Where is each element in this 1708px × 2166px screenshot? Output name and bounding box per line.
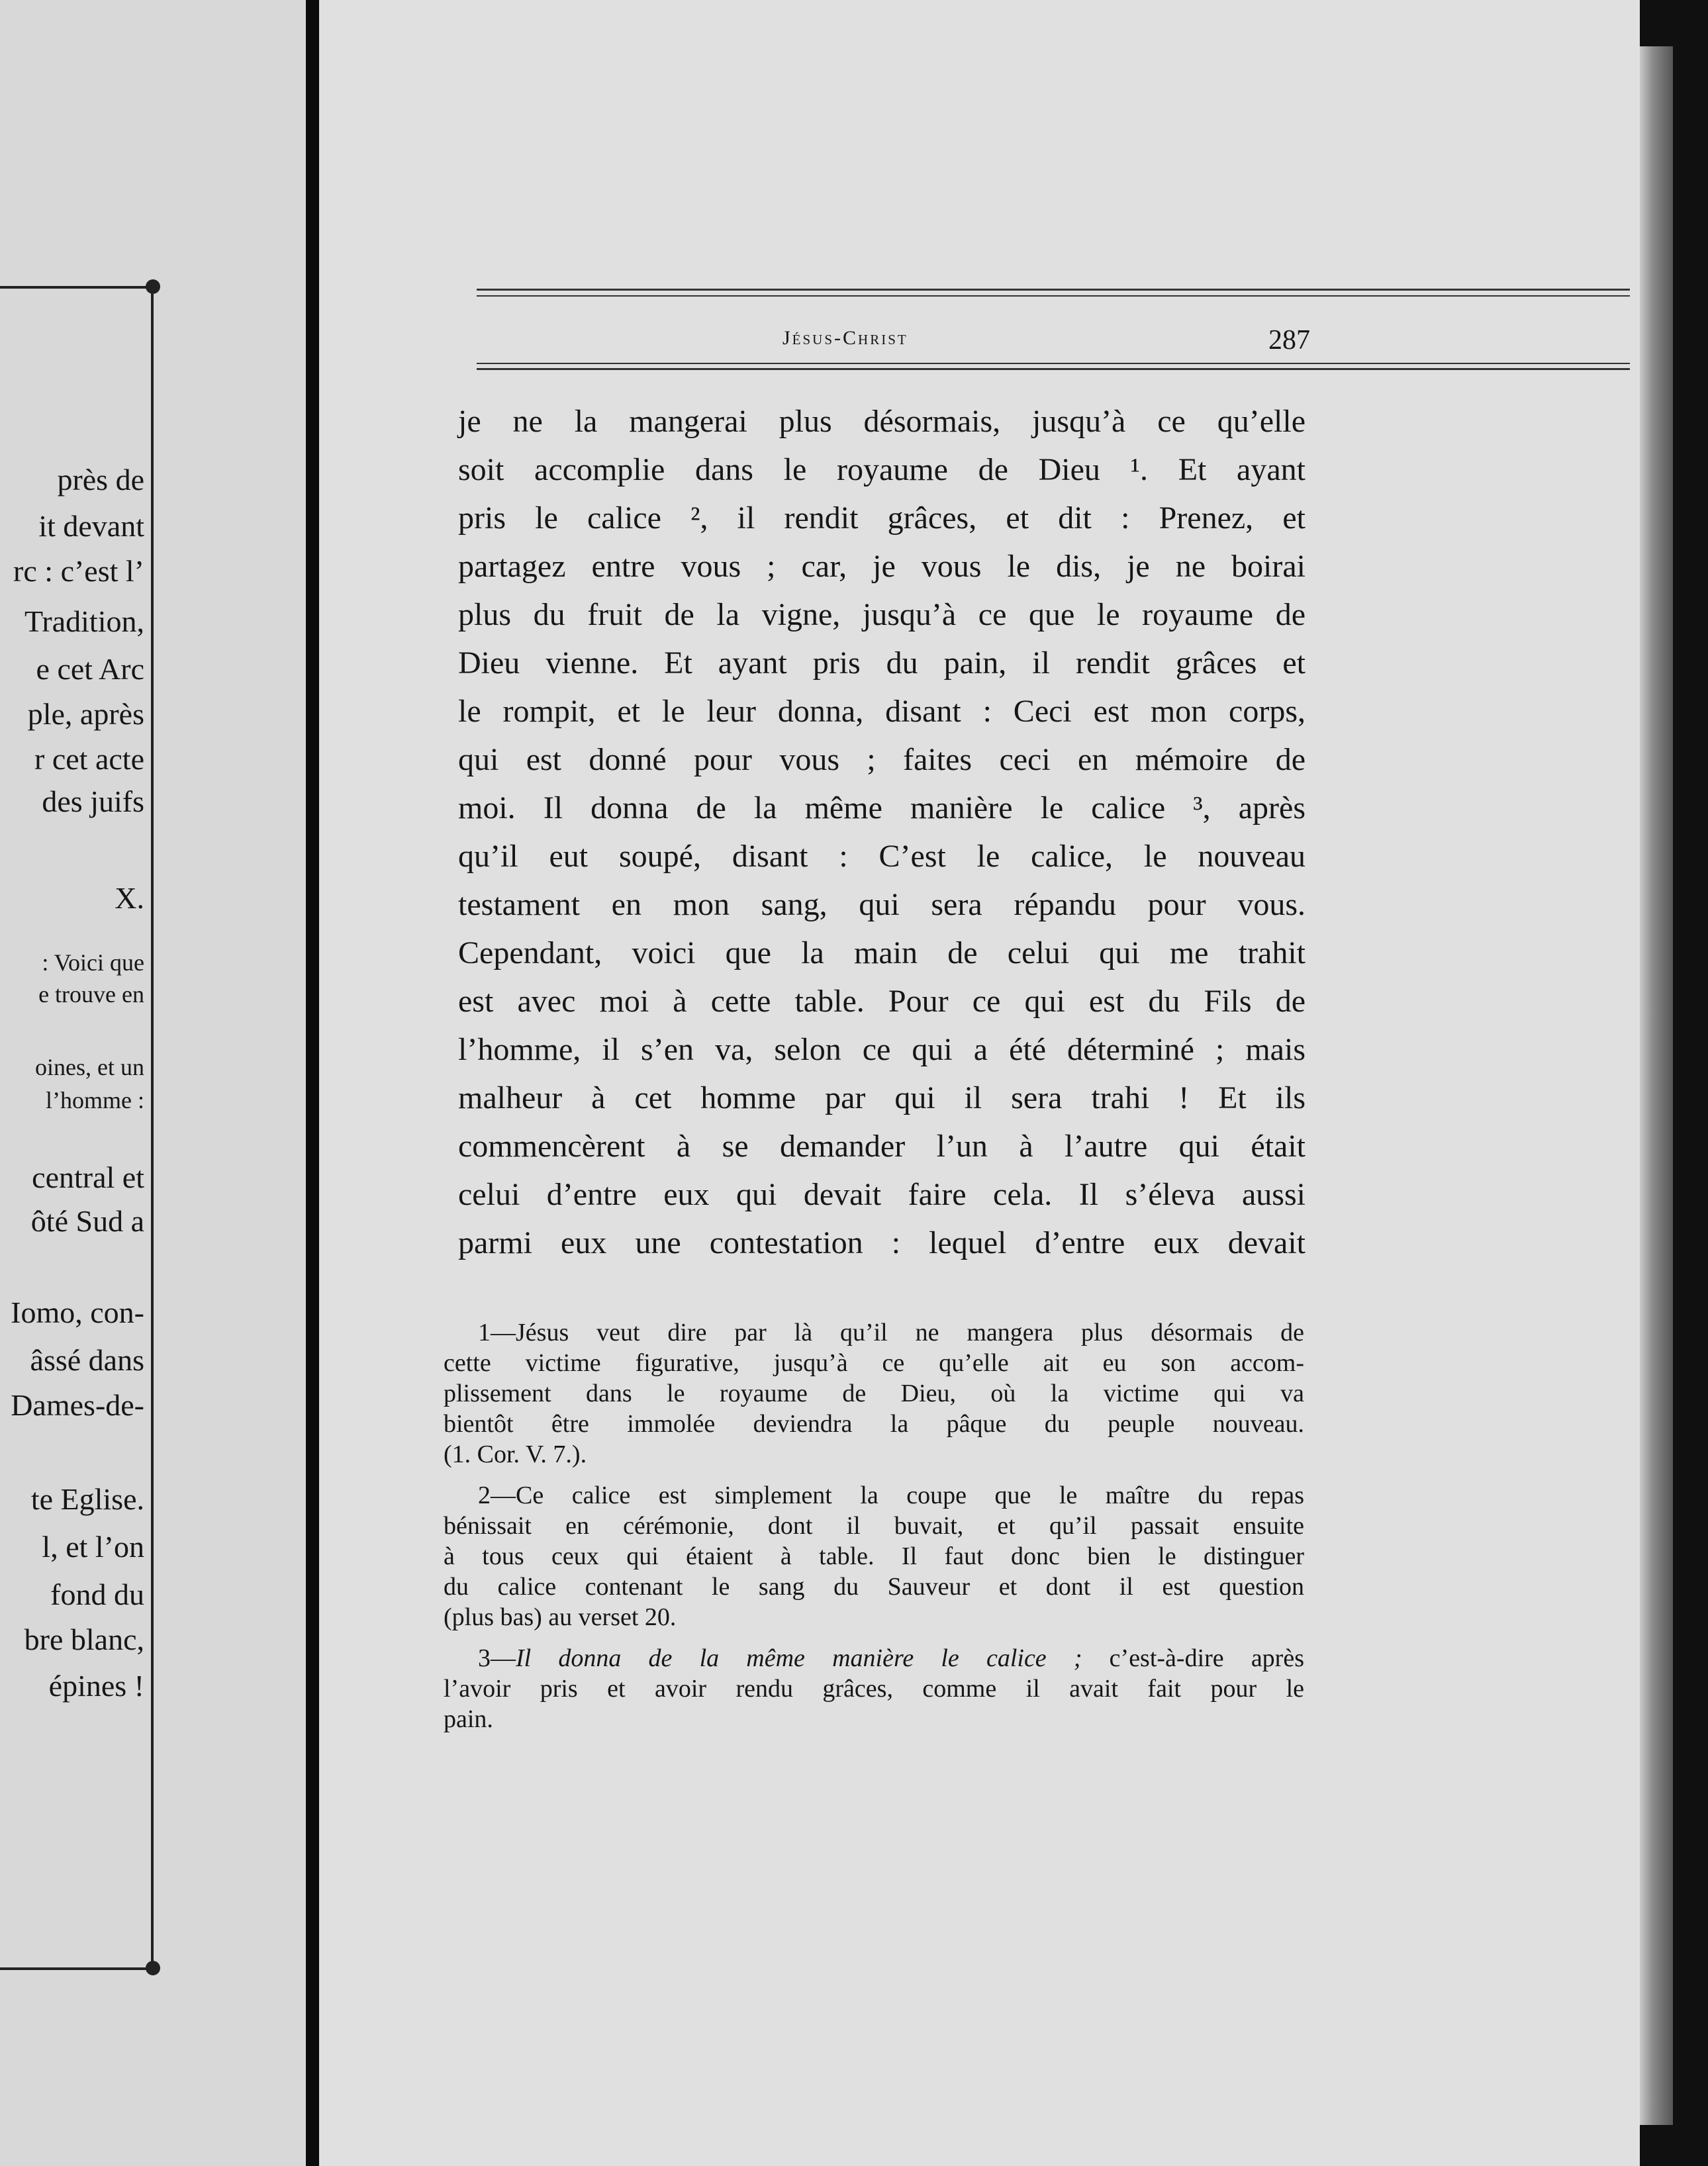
- left-page-line: central et: [32, 1160, 144, 1194]
- left-page-line: X.: [115, 881, 144, 915]
- body-line: testament en mon sang, qui sera répandu pour vous.: [458, 887, 1305, 922]
- body-line: commencèrent à se demander l’un à l’autre qui était: [458, 1129, 1305, 1164]
- header-rule-top-thin: [477, 295, 1630, 297]
- header-rule-bottom: [477, 368, 1630, 370]
- left-page-line: bre blanc,: [24, 1623, 144, 1656]
- left-page-line: e trouve en: [38, 981, 144, 1008]
- left-page-line: près de: [57, 463, 144, 496]
- frame-ornament-bottom: [146, 1961, 160, 1975]
- body-line: malheur à cet homme par qui il sera trahi ! Et ils: [458, 1080, 1305, 1115]
- left-page-line: te Eglise.: [30, 1482, 144, 1516]
- left-page-line: fond du: [50, 1577, 144, 1611]
- frame-ornament-top: [146, 279, 160, 294]
- body-line: pris le calice ², il rendit grâces, et dit : Prenez, et: [458, 500, 1305, 536]
- left-page-line: l’homme :: [46, 1087, 144, 1113]
- left-page-line: e cet Arc: [36, 652, 144, 686]
- running-head: Jésus-Christ: [783, 327, 908, 349]
- body-line: est avec moi à cette table. Pour ce qui est du Fils de: [458, 984, 1305, 1019]
- body-line: parmi eux une contestation : lequel d’entre eux devait: [458, 1225, 1305, 1260]
- footnote-line: 2—Ce calice est simplement la coupe que le maître du repas: [478, 1482, 1304, 1509]
- footnote-line: [444, 1643, 1304, 1673]
- footnote-line: (1. Cor. V. 7.).: [444, 1440, 587, 1468]
- left-page-line: oines, et un: [35, 1054, 144, 1080]
- body-line: qui est donné pour vous ; faites ceci en mémoire de: [458, 742, 1305, 777]
- footnote-text: c’est-à-dire après: [1082, 1644, 1304, 1672]
- body-line: moi. Il donna de la même manière le calice ³, après: [458, 790, 1305, 825]
- body-line: Cependant, voici que la main de celui qui me trahit: [458, 935, 1305, 970]
- body-line: je ne la mangerai plus désormais, jusqu’à ce qu’elle: [458, 404, 1305, 439]
- book-gutter: [306, 0, 319, 2166]
- body-line: celui d’entre eux qui devait faire cela. Il s’éleva aussi: [458, 1177, 1305, 1212]
- left-page-line: âssé dans: [30, 1343, 144, 1377]
- frame-border-bottom: [0, 1967, 148, 1970]
- body-line: Dieu vienne. Et ayant pris du pain, il rendit grâces et: [458, 645, 1305, 681]
- left-page-line: ôté Sud a: [30, 1204, 144, 1238]
- footnote-line: l’avoir pris et avoir rendu grâces, comme il avait fait pour le: [444, 1675, 1304, 1703]
- footnote-line: plissement dans le royaume de Dieu, où la victime qui va: [444, 1380, 1304, 1407]
- frame-border-top: [0, 286, 148, 289]
- footnote-number: 3—: [478, 1644, 516, 1672]
- left-page-fragment: [0, 0, 306, 2166]
- footnote-quote: Il donna de la même manière le calice ;: [516, 1644, 1082, 1672]
- frame-border-right: [151, 289, 154, 1967]
- left-page-line: : Voici que: [42, 949, 144, 976]
- footnote-1: [444, 1317, 1304, 1470]
- footnote-3: [444, 1643, 1304, 1734]
- body-line: soit accomplie dans le royaume de Dieu ¹. Et ayant: [458, 452, 1305, 487]
- footnotes: [444, 1317, 1304, 1745]
- left-page-line: it devant: [38, 509, 144, 543]
- left-page-line: des juifs: [42, 784, 144, 818]
- left-page-line: Tradition,: [24, 604, 144, 638]
- body-line: qu’il eut soupé, disant : C’est le calice, le nouveau: [458, 839, 1305, 874]
- footnote-line: pain.: [444, 1705, 493, 1733]
- footnote-line: du calice contenant le sang du Sauveur et dont il est question: [444, 1573, 1304, 1601]
- page-block-edge: [1640, 46, 1673, 2125]
- body-line: l’homme, il s’en va, selon ce qui a été déterminé ; mais: [458, 1032, 1305, 1067]
- left-page-line: rc : c’est l’: [13, 554, 144, 588]
- left-page-line: Dames-de-: [11, 1388, 144, 1422]
- footnote-2: [444, 1480, 1304, 1632]
- footnote-line: bientôt être immolée deviendra la pâque du peuple nouveau.: [444, 1410, 1304, 1438]
- body-line: partagez entre vous ; car, je vous le dis, je ne boirai: [458, 549, 1305, 584]
- footnote-line: cette victime figurative, jusqu’à ce qu’elle ait eu son accom-: [444, 1349, 1304, 1377]
- footnote-line: (plus bas) au verset 20.: [444, 1603, 677, 1631]
- right-page: [319, 0, 1640, 2166]
- page-number: 287: [1268, 325, 1310, 355]
- left-page-line: r cet acte: [34, 742, 144, 776]
- header-rule-bottom-thin: [477, 363, 1630, 364]
- body-line: le rompit, et le leur donna, disant : Ceci est mon corps,: [458, 694, 1305, 729]
- left-page-line: ple, après: [27, 697, 144, 731]
- footnote-line: bénissait en cérémonie, dont il buvait, et qu’il passait ensuite: [444, 1512, 1304, 1540]
- left-page-line: Iomo, con-: [11, 1295, 144, 1329]
- left-page-line: l, et l’on: [42, 1530, 144, 1564]
- left-page-line: épines !: [48, 1669, 144, 1703]
- footnote-line: 1—Jésus veut dire par là qu’il ne mangera plus désormais de: [478, 1319, 1304, 1346]
- header-rule-top: [477, 289, 1630, 291]
- body-text: [458, 397, 1305, 1267]
- footnote-line: à tous ceux qui étaient à table. Il faut donc bien le distinguer: [444, 1542, 1304, 1570]
- body-line: plus du fruit de la vigne, jusqu’à ce que le royaume de: [458, 597, 1305, 632]
